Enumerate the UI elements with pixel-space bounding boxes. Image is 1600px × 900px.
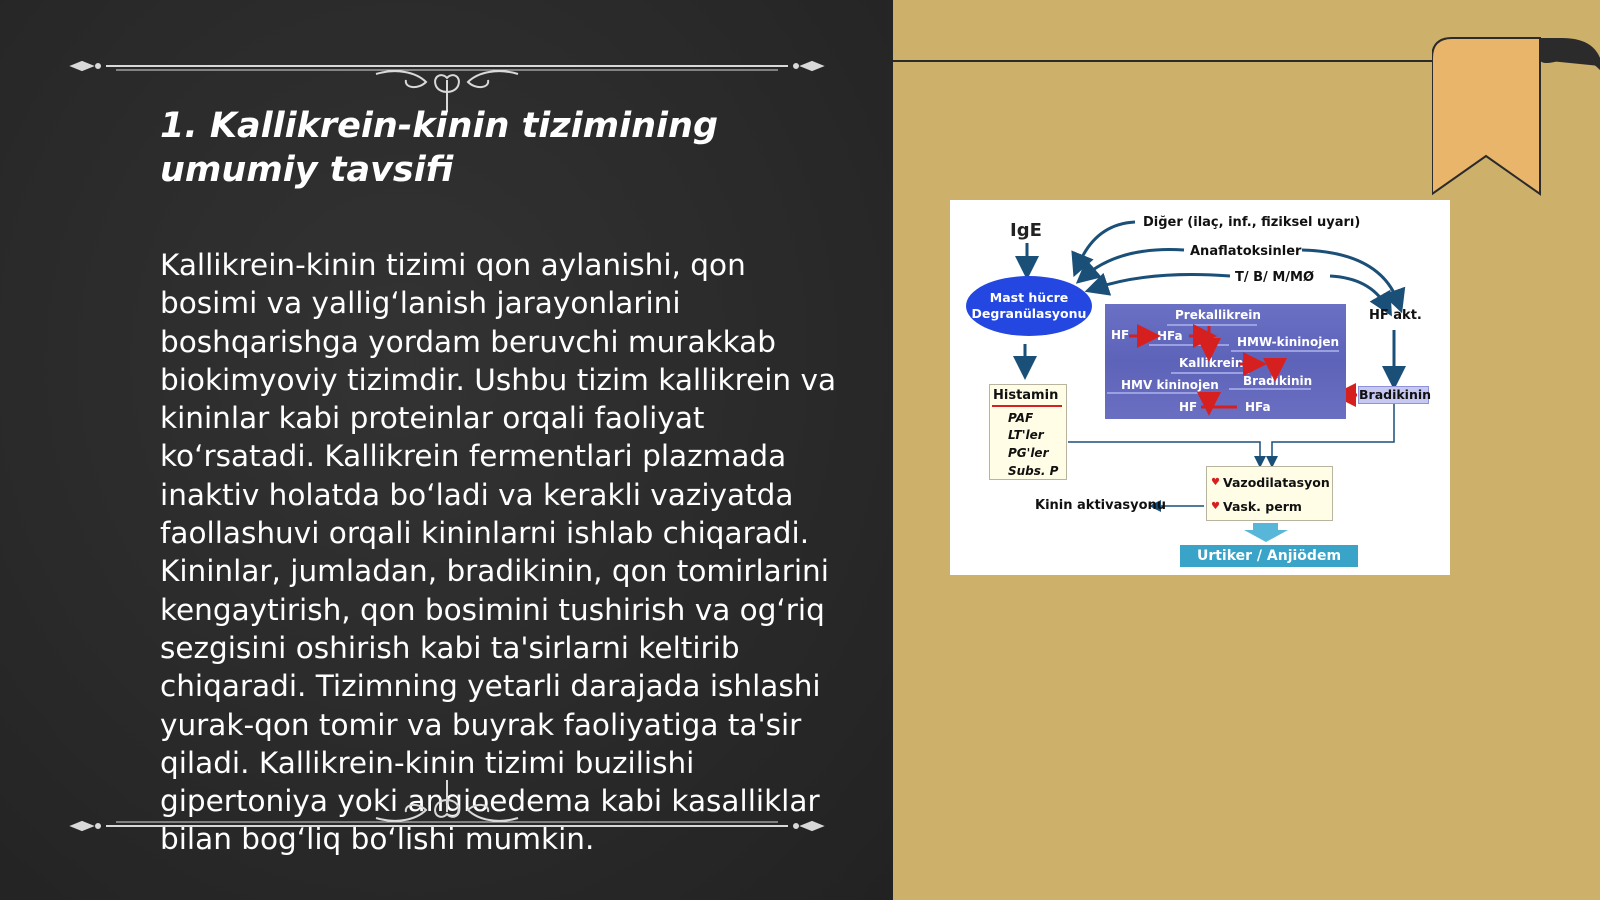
histamin-item: LT'ler [1008, 428, 1044, 442]
hmw-kininojen-label: HMW-kininojen [1237, 335, 1339, 349]
histamin-title: Histamin [993, 388, 1059, 403]
mast-line-1: Mast hücre [989, 290, 1069, 305]
hmv-kininojen-label: HMV kininojen [1121, 378, 1219, 392]
mast-cell-node [966, 276, 1092, 336]
cascade-box [1105, 304, 1346, 419]
hf-bottom-label: HF [1179, 400, 1198, 414]
bookmark-ribbon-icon [1432, 30, 1600, 200]
urtiker-box: Urtiker / Anjiödem [1180, 545, 1358, 567]
mast-line-2: Degranülasyonu [971, 306, 1087, 321]
anaflatoksinler-label: Anaflatoksinler [1190, 244, 1302, 259]
bottom-ornament [66, 770, 828, 840]
slide-title: 1. Kallikrein-kinin tizimining umumiy tavsifi [160, 106, 719, 190]
hfa-bottom-label: HFa [1245, 400, 1271, 414]
heart-icon: ♥ [1211, 477, 1220, 488]
histamin-box [989, 384, 1067, 480]
hf-label: HF [1111, 328, 1130, 342]
kinin-aktivasyonu-label: Kinin aktivasyonu [1035, 498, 1167, 513]
kallikrein-kinin-diagram [950, 200, 1450, 575]
diger-label: Diğer (ilaç, inf., fiziksel uyarı) [1143, 215, 1361, 230]
cascade-red-arrows [1105, 304, 1346, 419]
ige-label: IgE [1010, 220, 1042, 241]
hf-akt-label: HF akt. [1369, 308, 1422, 323]
prekallikrein-label: Prekallikrein [1175, 308, 1261, 322]
bradikinin-box: Bradikinin [1359, 387, 1432, 402]
vazo-item: Vask. perm [1223, 499, 1302, 514]
histamin-underline [992, 405, 1062, 407]
kallikrein-label: Kallikrein [1179, 356, 1244, 370]
slide-body-text: Kallikrein-kinin tizimi qon aylanishi, qon bosimi va yallig‘lanish jarayonlarini boshqarishga yordam beruvchi murakkab biokimyoviy tizimdir. Ushbu tizim kallikrein va kininlar kabi proteinlar orqali faoliyat ko‘rsatadi. Kallikrein fermentlari plazmada inaktiv holatda bo‘ladi va kerakli vaziyatda faollashuvi orqali kininlarni ishlab chiqaradi. Kininlar, jumladan, bradikinin, qon tomirlarini kengaytirish, qon bosimini tushirish va og‘riq sezgisini oshirish kabi ta'sirlarni keltirib chiqaradi. Tizimning yetarli darajada ishlashi yurak-qon tomir va buyrak faoliyatiga ta'sir qiladi. Kallikrein-kinin tizimi buzilishi gipertoniya yoki angioedema kabi kasalliklar bilan bog‘liq bo‘lishi mumkin. [160, 248, 837, 857]
histamin-item: PAF [1008, 411, 1034, 425]
hfa-label: HFa [1157, 329, 1183, 343]
histamin-item: PG'ler [1008, 446, 1049, 460]
tb-label: T/ B/ M/MØ [1235, 270, 1314, 285]
bradikinin-cascade-label: Bradikinin [1243, 374, 1313, 388]
vazo-item: Vazodilatasyon [1223, 475, 1330, 490]
vazodilatasyon-box [1206, 466, 1333, 521]
divider-line [893, 60, 1438, 62]
heart-icon: ♥ [1211, 501, 1220, 512]
histamin-item: Subs. P [1008, 464, 1059, 478]
